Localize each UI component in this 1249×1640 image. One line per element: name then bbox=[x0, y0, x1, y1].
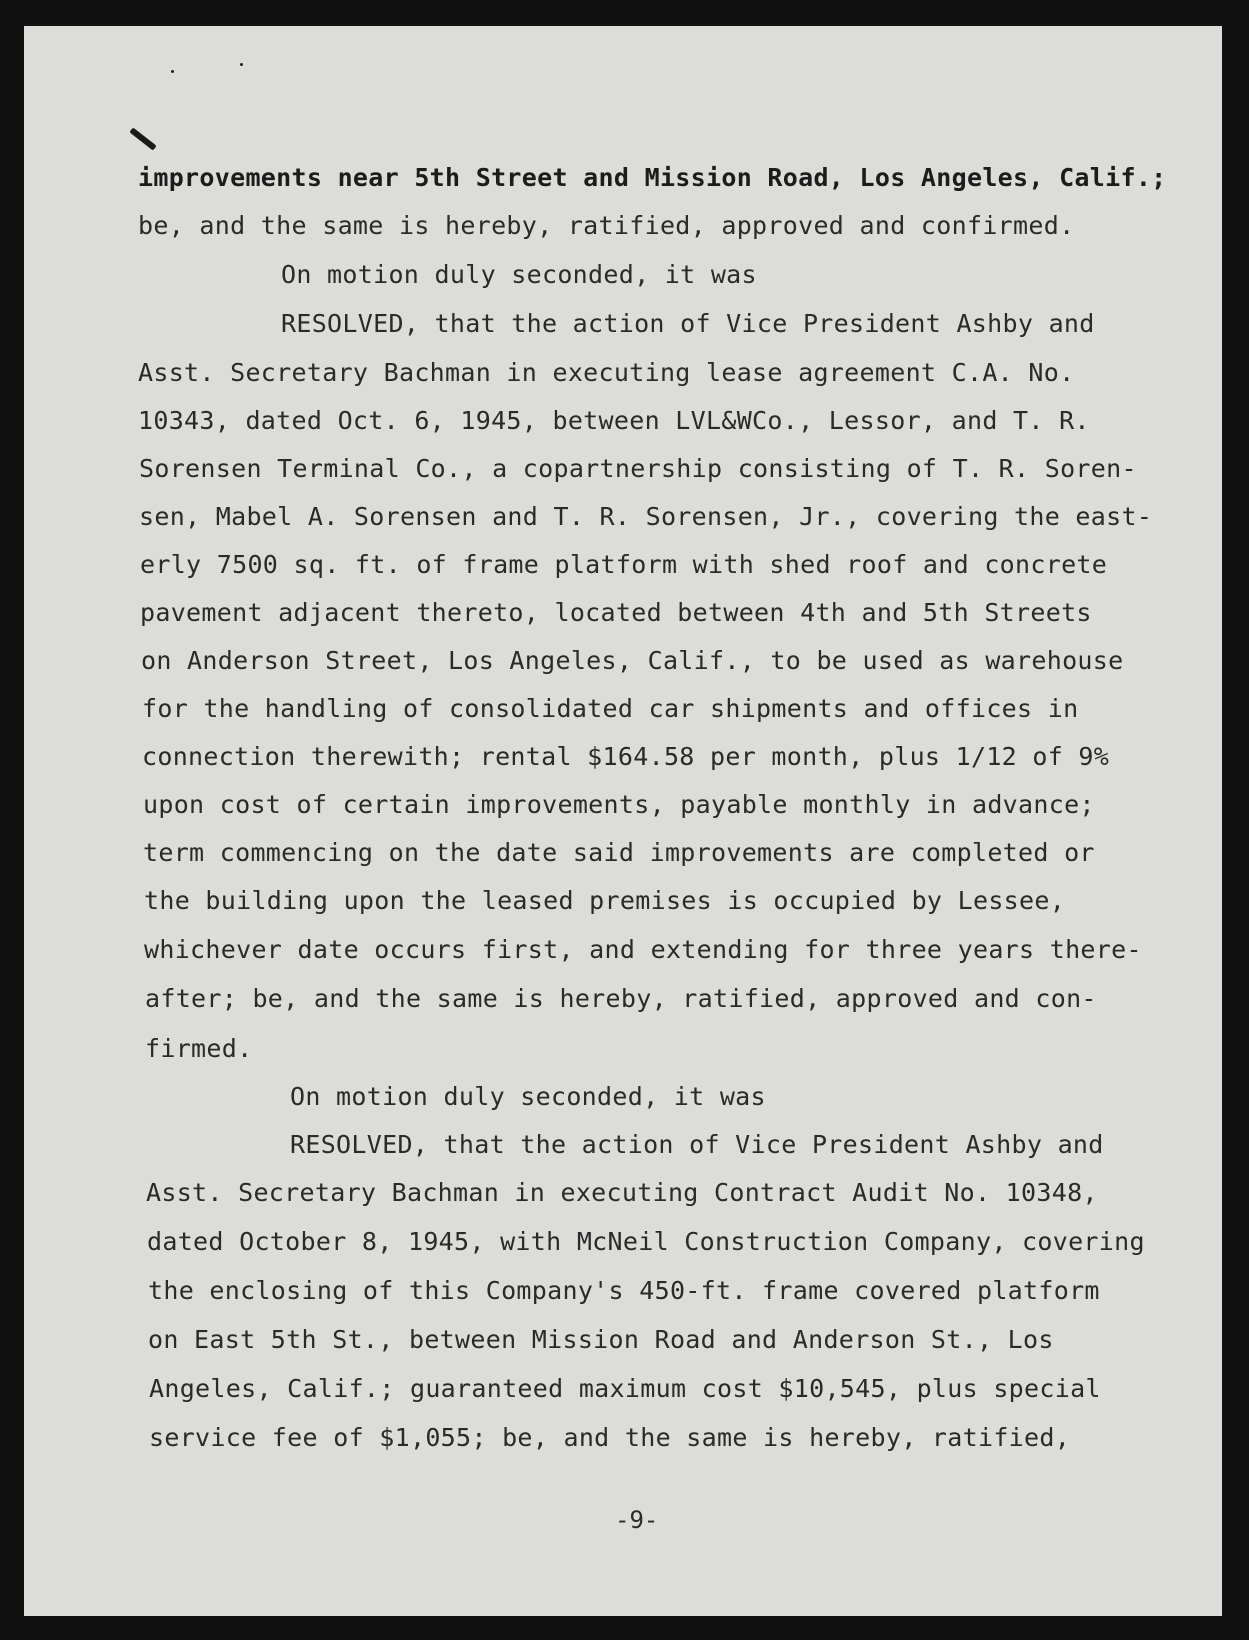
text-line: be, and the same is hereby, ratified, approved and confirmed. bbox=[138, 211, 1075, 240]
text-line: connection therewith; rental $164.58 per month, plus 1/12 of 9% bbox=[142, 742, 1110, 771]
text-line: RESOLVED, that the action of Vice President Ashby and bbox=[281, 309, 1095, 338]
text-line: Asst. Secretary Bachman in executing lease agreement C.A. No. bbox=[138, 358, 1075, 387]
document-page bbox=[24, 26, 1222, 1616]
text-line: RESOLVED, that the action of Vice President Ashby and bbox=[290, 1130, 1104, 1159]
ink-dot bbox=[171, 70, 174, 73]
ink-slash-mark bbox=[129, 127, 156, 150]
page-number: -9- bbox=[615, 1506, 659, 1534]
text-line: term commencing on the date said improvements are completed or bbox=[143, 838, 1095, 867]
text-line: the enclosing of this Company's 450-ft. frame covered platform bbox=[148, 1276, 1100, 1305]
text-line: sen, Mabel A. Sorensen and T. R. Sorensen, Jr., covering the east- bbox=[139, 502, 1153, 531]
text-line: pavement adjacent thereto, located between 4th and 5th Streets bbox=[140, 598, 1092, 627]
text-line: 10343, dated Oct. 6, 1945, between LVL&WCo., Lessor, and T. R. bbox=[138, 406, 1090, 435]
text-line: upon cost of certain improvements, payable monthly in advance; bbox=[143, 790, 1095, 819]
text-line: erly 7500 sq. ft. of frame platform with shed roof and concrete bbox=[140, 550, 1108, 579]
text-line: whichever date occurs first, and extending for three years there- bbox=[144, 935, 1142, 964]
text-line: on Anderson Street, Los Angeles, Calif., to be used as warehouse bbox=[141, 646, 1124, 675]
text-line: on East 5th St., between Mission Road and Anderson St., Los bbox=[148, 1325, 1054, 1354]
text-line: service fee of $1,055; be, and the same is hereby, ratified, bbox=[149, 1423, 1071, 1452]
text-line: after; be, and the same is hereby, ratified, approved and con- bbox=[145, 984, 1097, 1013]
text-line: improvements near 5th Street and Mission Road, Los Angeles, Calif.; bbox=[138, 163, 1167, 192]
text-line: Angeles, Calif.; guaranteed maximum cost $10,545, plus special bbox=[149, 1374, 1101, 1403]
text-line: Sorensen Terminal Co., a copartnership consisting of T. R. Soren- bbox=[139, 454, 1137, 483]
text-line: for the handling of consolidated car shipments and offices in bbox=[142, 694, 1079, 723]
text-line: On motion duly seconded, it was bbox=[281, 260, 757, 289]
ink-dot bbox=[240, 63, 243, 66]
text-line: the building upon the leased premises is occupied by Lessee, bbox=[144, 886, 1066, 915]
text-line: Asst. Secretary Bachman in executing Contract Audit No. 10348, bbox=[146, 1178, 1098, 1207]
text-line: dated October 8, 1945, with McNeil Construction Company, covering bbox=[147, 1227, 1145, 1256]
text-line: firmed. bbox=[145, 1034, 253, 1063]
text-line: On motion duly seconded, it was bbox=[290, 1082, 766, 1111]
